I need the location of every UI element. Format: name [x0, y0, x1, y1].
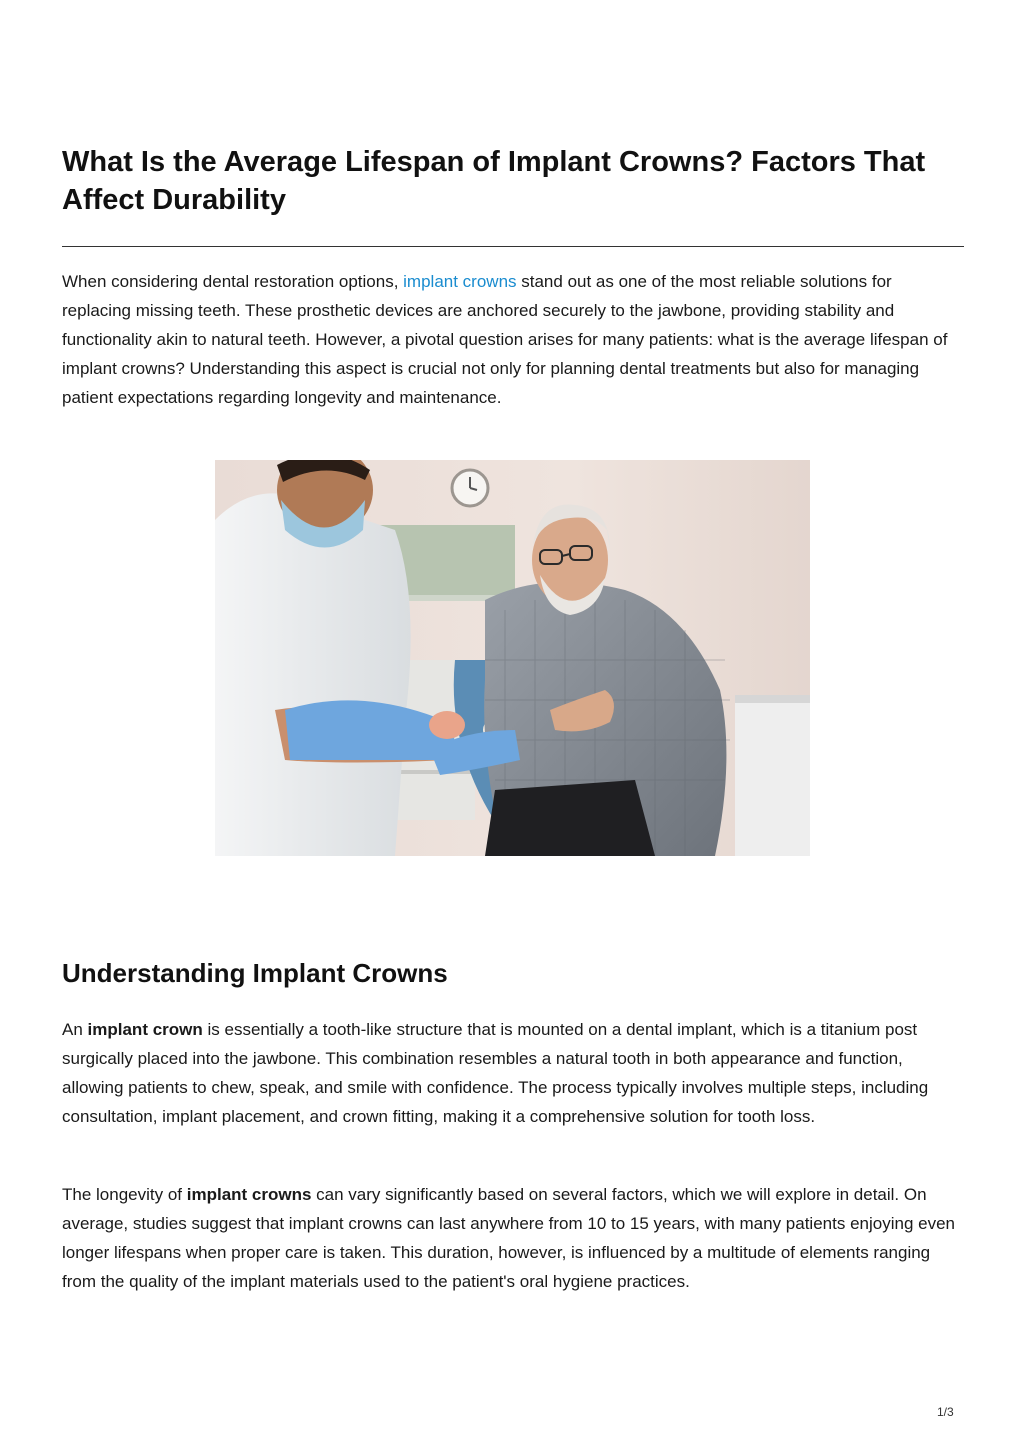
title-divider [62, 246, 964, 247]
section-heading: Understanding Implant Crowns [62, 958, 448, 988]
para2-bold-term: implant crown [87, 1020, 203, 1039]
intro-paragraph [62, 267, 964, 412]
para2-rest: is essentially a tooth-like structure that is mounted on a dental implant, which is a titanium post surgically placed into the jawbone. This combination resembles a natural tooth in both appearance and function, allowing patients to chew, speak, and smile with confidence. The process typically involves multiple steps, including consultation, implant placement, and crown fitting, making it a comprehensive solution for tooth loss. [62, 1020, 929, 1126]
implant-crown-definition-paragraph [62, 1015, 964, 1131]
longevity-paragraph [62, 1180, 964, 1296]
intro-text-start: When considering dental restoration options, [62, 272, 404, 291]
intro-text-end: stand out as one of the most reliable solutions for replacing missing teeth. These prosthetic devices are anchored securely to the jawbone, providing stability and functionality akin to natural teeth. However, a pivotal question arises for many patients: what is the average lifespan of implant crowns? Understanding this aspect is crucial not only for planning dental treatments but also for managing patient expectations regarding longevity and maintenance. [62, 272, 948, 407]
para3-lead: The longevity of [62, 1185, 187, 1204]
para2-lead: An [62, 1020, 88, 1039]
implant-crowns-link[interactable]: implant crowns [403, 272, 517, 291]
dental-consultation-photo [215, 460, 810, 856]
article-title: What Is the Average Lifespan of Implant Crowns? Factors That Affect Durability [62, 146, 926, 216]
page-number: 1/3 [937, 1405, 954, 1419]
para3-bold-term: implant crowns [186, 1185, 312, 1204]
para3-rest: can vary significantly based on several factors, which we will explore in detail. On average, studies suggest that implant crowns can last anywhere from 10 to 15 years, with many patients enjoying even longer lifespans when proper care is taken. This duration, however, is influenced by a multitude of elements ranging from the quality of the implant materials used to the patient's oral hygiene practices. [62, 1185, 955, 1291]
